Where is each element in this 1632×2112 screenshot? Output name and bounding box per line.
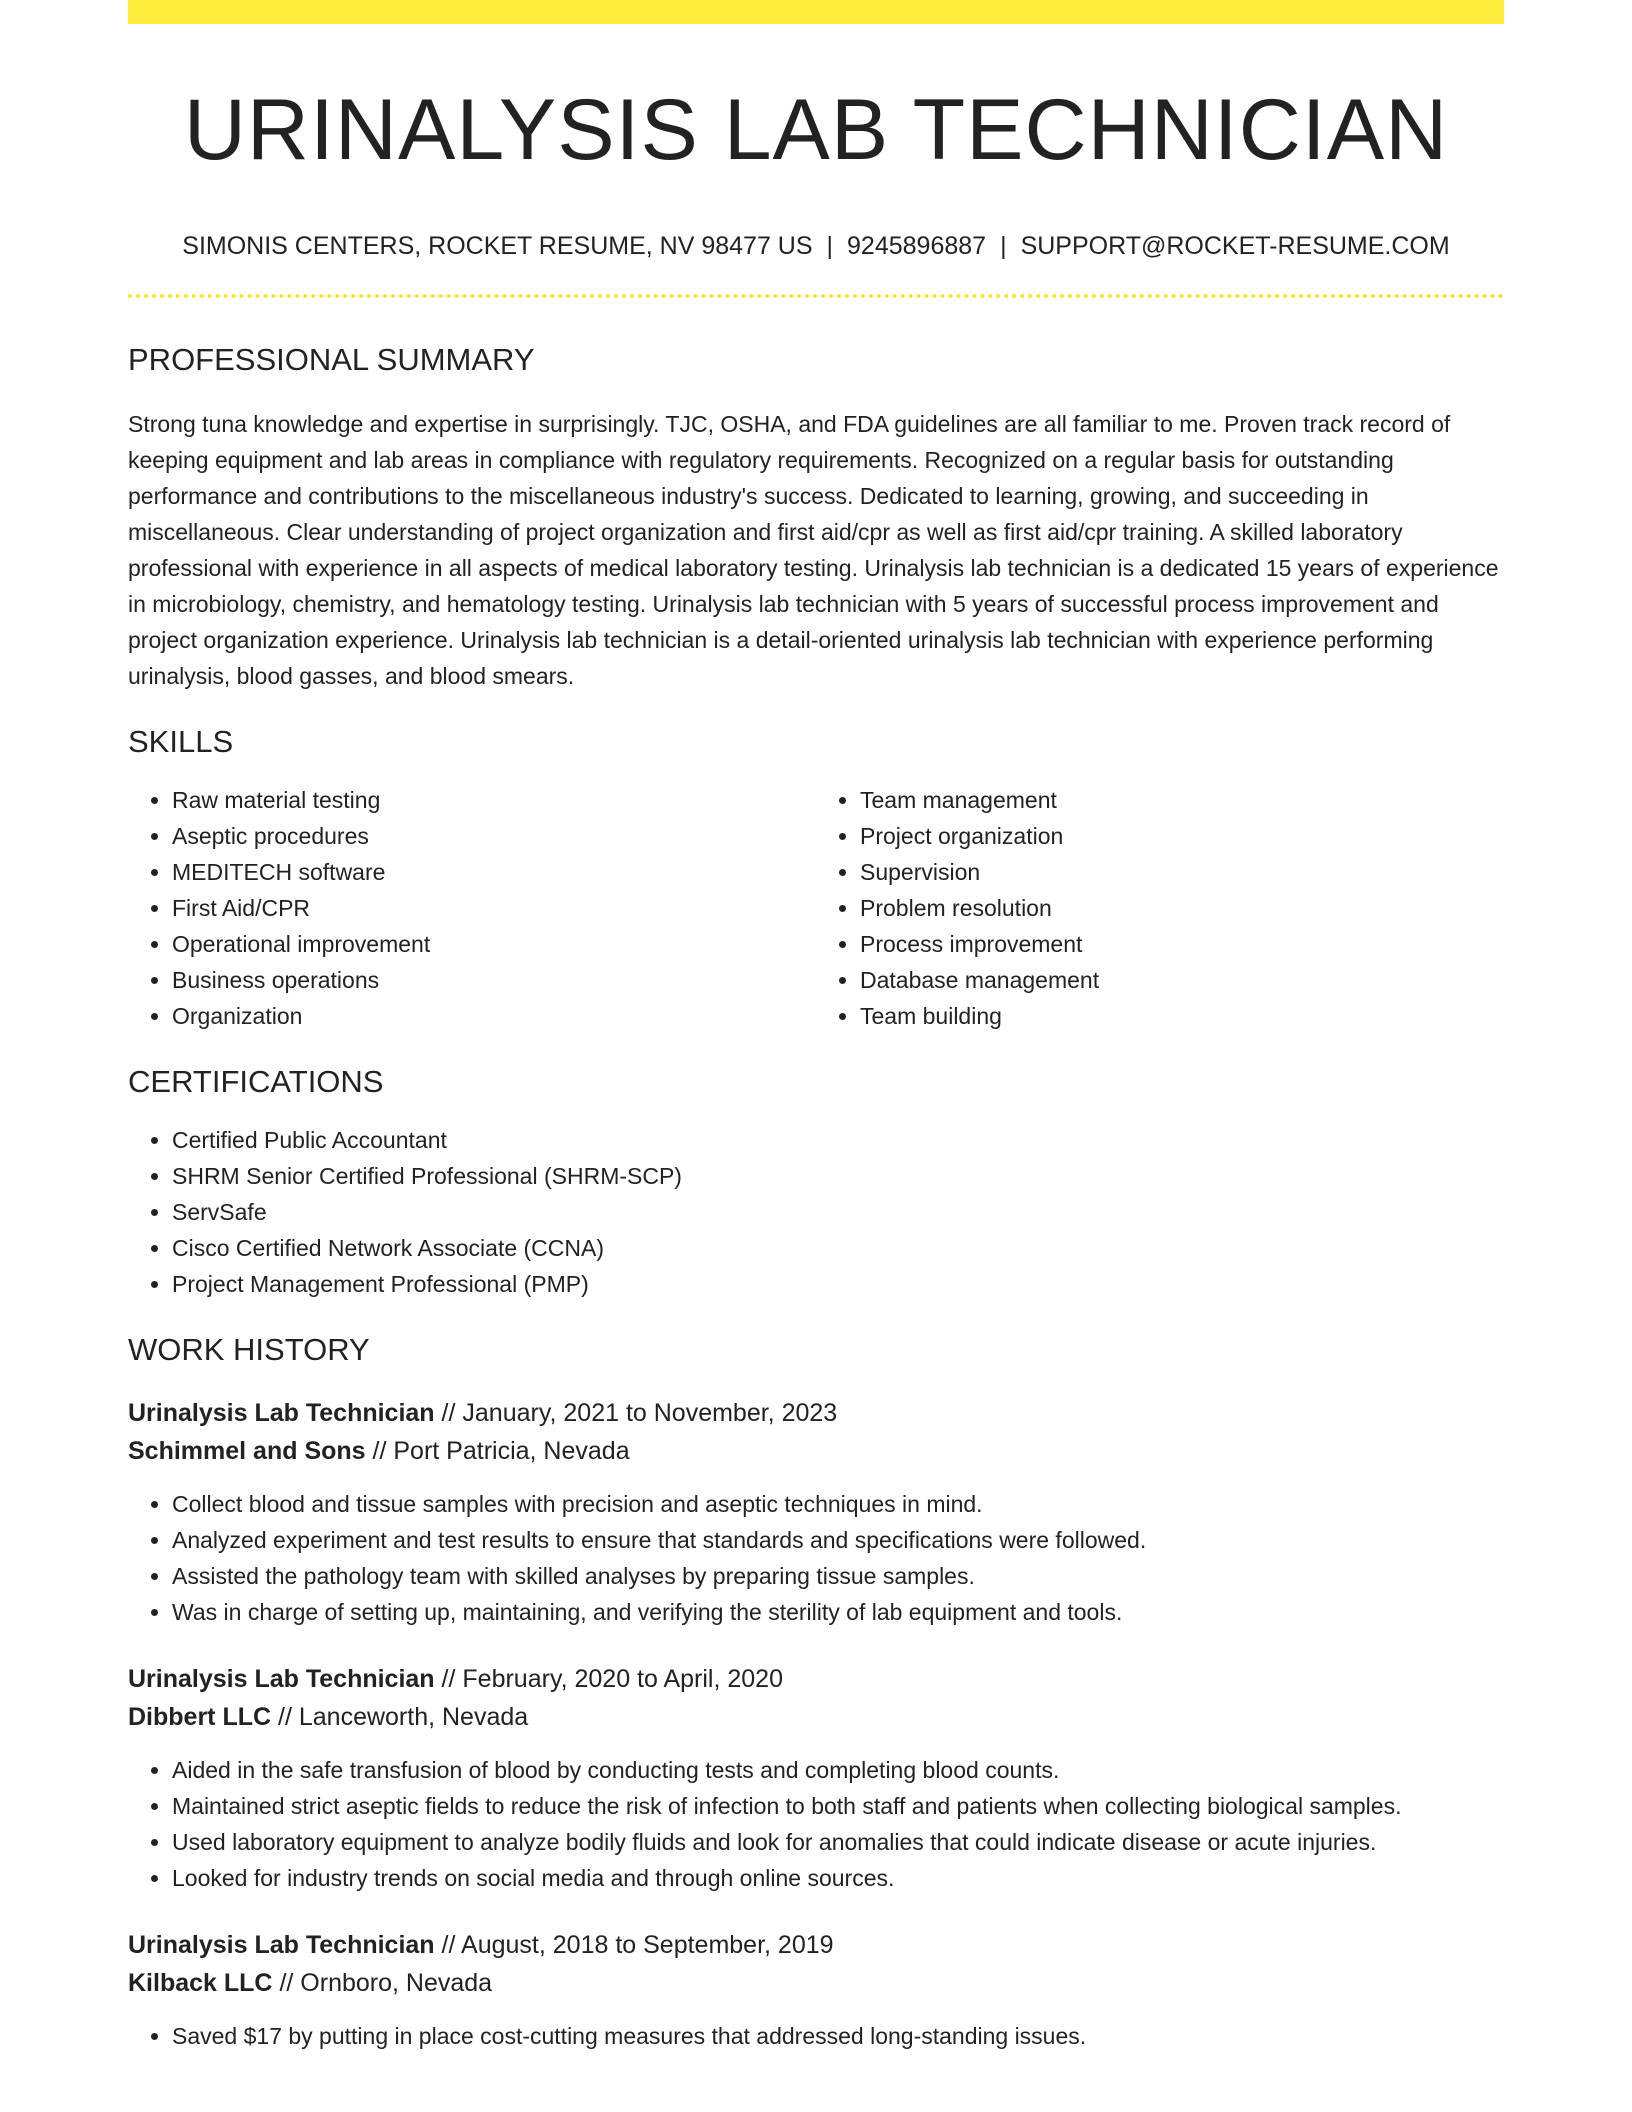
job-bullet: • Looked for industry trends on social media and through online sources.: [172, 1860, 1504, 1896]
contact-address: SIMONIS CENTERS, ROCKET RESUME, NV 98477 US: [182, 232, 813, 260]
skill-item: • MEDITECH software: [172, 854, 816, 890]
certifications-heading: CERTIFICATIONS: [128, 1064, 384, 1099]
job-company: Dibbert LLC: [128, 1703, 272, 1731]
job-bullet: • Analyzed experiment and test results to ensure that standards and specifications were followed.: [172, 1522, 1504, 1558]
certification-item: • SHRM Senior Certified Professional (SHRM-SCP): [172, 1158, 1504, 1194]
divider: //: [278, 1703, 292, 1731]
job-bullet: • Used laboratory equipment to analyze bodily fluids and look for anomalies that could indicate disease or acute injuries.: [172, 1824, 1504, 1860]
summary-heading: PROFESSIONAL SUMMARY: [128, 342, 535, 377]
summary-text: Strong tuna knowledge and expertise in surprisingly. TJC, OSHA, and FDA guidelines are all familiar to me. Proven track record of keeping equipment and lab areas in compliance with regulatory requirements. Recognized on a regular basis for outstanding performance and contributions to the miscellaneous industry's success. Dedicated to learning, growing, and succeeding in miscellaneous. Clear understanding of project organization and first aid/cpr as well as first aid/cpr training. A skilled laboratory professional with experience in all aspects of medical laboratory testing. Urinalysis lab technician is a dedicated 15 years of experience in microbiology, chemistry, and hematology testing. Urinalysis lab technician with 5 years of successful process improvement and project organization experience. Urinalysis lab technician is a detail-oriented urinalysis lab technician with experience performing urinalysis, blood gasses, and blood smears.: [128, 411, 1499, 689]
skill-item: • First Aid/CPR: [172, 890, 816, 926]
job-company-line: [128, 1432, 1504, 1470]
skill-item: • Aseptic procedures: [172, 818, 816, 854]
contact-line: [128, 230, 1504, 262]
skill-item: • Business operations: [172, 962, 816, 998]
contact-separator: |: [1000, 232, 1007, 260]
contact-phone: 9245896887: [847, 232, 987, 260]
job-title: Urinalysis Lab Technician: [128, 1931, 435, 1959]
divider: //: [441, 1399, 456, 1427]
skills-right-list: [816, 782, 1504, 1034]
job-bullets: [128, 2018, 1504, 2054]
job-location: Lanceworth, Nevada: [298, 1703, 529, 1731]
job-entry: [128, 1926, 1504, 2054]
skill-item: • Operational improvement: [172, 926, 816, 962]
job-dates: January, 2021 to November, 2023: [462, 1399, 838, 1427]
job-bullet: • Was in charge of setting up, maintaining, and verifying the sterility of lab equipment and tools.: [172, 1594, 1504, 1630]
divider: //: [372, 1437, 387, 1465]
job-bullet: • Assisted the pathology team with skilled analyses by preparing tissue samples.: [172, 1558, 1504, 1594]
skills-heading: SKILLS: [128, 724, 234, 759]
job-company: Kilback LLC: [128, 1969, 273, 1997]
job-title: Urinalysis Lab Technician: [128, 1665, 435, 1693]
skills-columns: [128, 782, 1504, 1034]
job-title: Urinalysis Lab Technician: [128, 1399, 435, 1427]
skill-item: • Database management: [860, 962, 1504, 998]
certification-item: • Cisco Certified Network Associate (CCNA): [172, 1230, 1504, 1266]
skill-item: • Project organization: [860, 818, 1504, 854]
skill-item: • Team building: [860, 998, 1504, 1034]
candidate-title: URINALYSIS LAB TECHNICIAN: [183, 82, 1449, 178]
skill-item: • Organization: [172, 998, 816, 1034]
job-location: Port Patricia, Nevada: [393, 1437, 630, 1465]
job-bullets: [128, 1752, 1504, 1896]
skill-item: • Team management: [860, 782, 1504, 818]
certification-item: • Project Management Professional (PMP): [172, 1266, 1504, 1302]
job-company-line: [128, 1964, 1504, 2002]
job-title-line: [128, 1394, 1504, 1432]
skills-left-list: [128, 782, 816, 1034]
job-entry: [128, 1660, 1504, 1896]
job-title-line: [128, 1660, 1504, 1698]
divider: //: [441, 1665, 456, 1693]
job-dates: August, 2018 to September, 2019: [461, 1931, 834, 1959]
job-title-line: [128, 1926, 1504, 1964]
job-bullets: [128, 1486, 1504, 1630]
skill-item: • Problem resolution: [860, 890, 1504, 926]
certification-item: • Certified Public Accountant: [172, 1122, 1504, 1158]
job-location: Ornboro, Nevada: [300, 1969, 493, 1997]
certifications-list: [128, 1122, 1504, 1302]
dotted-divider: [128, 294, 1504, 298]
job-bullet: • Saved $17 by putting in place cost-cutting measures that addressed long-standing issues.: [172, 2018, 1504, 2054]
skill-item: • Raw material testing: [172, 782, 816, 818]
job-bullet: • Aided in the safe transfusion of blood by conducting tests and completing blood counts.: [172, 1752, 1504, 1788]
contact-email: SUPPORT@ROCKET-RESUME.COM: [1020, 232, 1450, 260]
resume-content: [128, 0, 1504, 2054]
contact-separator: |: [826, 232, 834, 260]
job-entry: [128, 1394, 1504, 1630]
work-history-heading: WORK HISTORY: [128, 1332, 370, 1367]
skill-item: • Process improvement: [860, 926, 1504, 962]
job-bullet: • Collect blood and tissue samples with precision and aseptic techniques in mind.: [172, 1486, 1504, 1522]
job-dates: February, 2020 to April, 2020: [462, 1665, 783, 1693]
job-bullet: • Maintained strict aseptic fields to reduce the risk of infection to both staff and patients when collecting biological samples.: [172, 1788, 1504, 1824]
skill-item: • Supervision: [860, 854, 1504, 890]
job-company-line: [128, 1698, 1504, 1736]
job-company: Schimmel and Sons: [128, 1437, 366, 1465]
certification-item: • ServSafe: [172, 1194, 1504, 1230]
divider: //: [279, 1969, 294, 1997]
divider: //: [441, 1931, 456, 1959]
